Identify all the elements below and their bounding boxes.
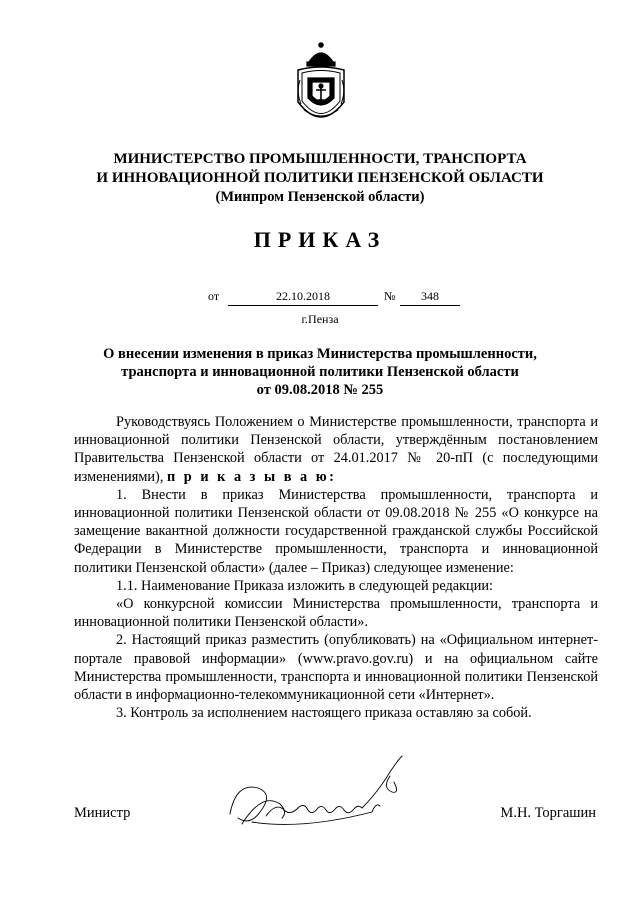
order-word: п р и к а з ы в а ю: — [166, 468, 337, 485]
order-city: г.Пенза — [301, 312, 339, 326]
number-underline — [400, 305, 460, 306]
order-subject — [90, 345, 550, 399]
body-paragraph — [74, 413, 598, 486]
body-paragraph-item3: 3. Контроль за исполнением настоящего приказа оставляю за собой. — [116, 705, 532, 722]
coat-of-arms-icon — [292, 40, 350, 130]
body-paragraph-new-title: «О конкурсной комиссии Министерства промышленности, транспорта и инновационной политики Пензенской области». — [74, 596, 598, 631]
order-date: 22.10.2018 — [276, 289, 330, 303]
subject-line1: О внесении изменения в приказ Министерства промышленности, — [103, 346, 537, 362]
date-underline — [228, 305, 378, 306]
body-paragraph-item1-1: 1.1. Наименование Приказа изложить в следующей редакции: — [116, 577, 493, 594]
body-paragraph-item1: 1. Внести в приказ Министерства промышленности, транспорта и инновационной политики Пензенской области от 09.08.2018 № 255 «О конкурсе на замещение вакантной должности государственной гражданской службы Российской Федерации в Министерстве промышленности, транспорта и инновационной политики Пензенской области» (далее – Приказ) следующее изменение: — [74, 486, 598, 576]
order-date-number-row — [0, 287, 640, 307]
signatory-position: Министр — [74, 805, 131, 821]
ministry-name-line1: МИНИСТЕРСТВО ПРОМЫШЛЕННОСТИ, ТРАНСПОРТА — [113, 151, 527, 167]
body-paragraph-item2: 2. Настоящий приказ разместить (опубликовать) на «Официальном интернет-портале правовой информации» (www.pravo.gov.ru) и на официальном сайте Министерства промышленности, транспорта и инновационной политики Пензенской области в информационно-телекоммуникационной сети «Интернет». — [74, 632, 598, 704]
number-label: № — [384, 289, 396, 303]
ministry-short-name: (Минпром Пензенской области) — [215, 189, 425, 205]
ministry-name-line2: И ИННОВАЦИОННОЙ ПОЛИТИКИ ПЕНЗЕНСКОЙ ОБЛАСТИ — [96, 170, 544, 186]
order-number: 348 — [421, 289, 439, 303]
preamble-text: Руководствуясь Положением о Министерстве промышленности, транспорта и инновационной политики Пензенской области, утверждённым постановлением Правительства Пензенской области от 24.01.2017 № 20-пП (с последующими изменениями), — [74, 414, 598, 485]
document-type-title: ПРИКАЗ — [253, 227, 387, 252]
order-body — [74, 413, 598, 722]
handwritten-signature-icon — [222, 752, 412, 847]
subject-line2: транспорта и инновационной политики Пензенской области — [121, 364, 519, 380]
signatory-name: М.Н. Торгашин — [500, 805, 596, 821]
date-label: от — [208, 289, 220, 303]
subject-line3: от 09.08.2018 № 255 — [256, 382, 384, 398]
